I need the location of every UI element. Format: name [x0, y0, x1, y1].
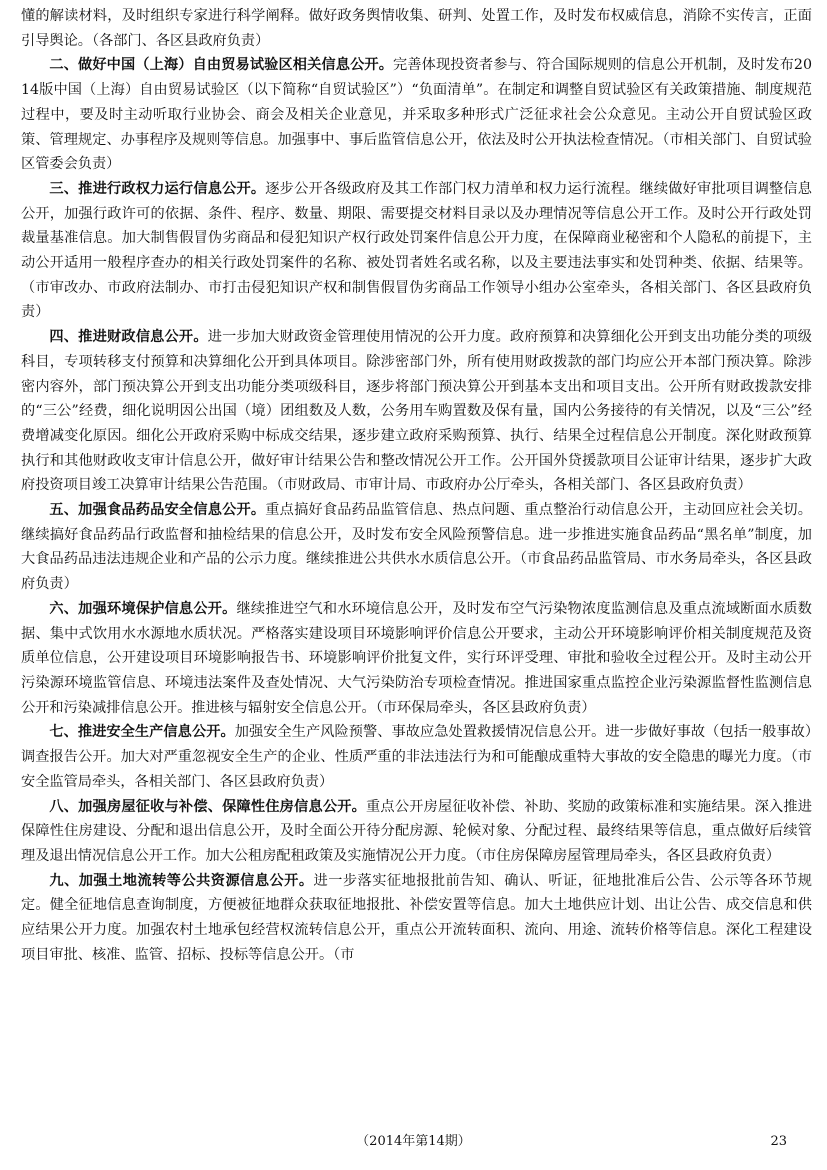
paragraph-section-3: [21, 177, 812, 325]
section-heading: 二、做好中国（上海）自由贸易试验区相关信息公开。: [49, 57, 394, 74]
paragraph-continued: [21, 4, 812, 53]
paragraph-text: 进一步落实征地报批前告知、确认、听证，征地批准后公告、公示等各环节规定。健全征地信息查询制度，方便被征地群众获取征地报批、补偿安置等信息。加大土地供应计划、出让公告、成交信息和供应结果公开力度。加强农村土地承包经营权流转信息公开，重点公开流转面积、流向、用途、流转价格等信息。深化工程建设项目审批、核准、监管、招标、投标等信息公开。（市: [21, 872, 812, 963]
section-heading: 八、加强房屋征收与补偿、保障性住房信息公开。: [49, 798, 367, 815]
paragraph-text: 加强安全生产风险预警、事故应急处置救援情况信息公开。进一步做好事故（包括一般事故）调查报告公开。加大对严重忽视安全生产的企业、性质严重的非法违法行为和可能酿成重特大事故的安全隐患的曝光力度。（市安全监管局牵头，各相关部门、各区县政府负责）: [21, 724, 812, 790]
section-heading: 五、加强食品药品安全信息公开。: [49, 502, 266, 519]
paragraph-section-7: [21, 720, 812, 794]
paragraph-section-6: [21, 597, 812, 721]
paragraph-text: 完善体现投资者参与、符合国际规则的信息公开机制，及时发布2014版中国（上海）自由贸易试验区（以下简称“自贸试验区”）“负面清单”。在制定和调整自贸试验区有关政策措施、制度规范过程中，要及时主动听取行业协会、商会及相关企业意见，并采取多种形式广泛征求社会公众意见。主动公开自贸试验区政策、管理规定、办事程序及规则等信息。加强事中、事后监管信息公开，依法及时公开执法检查情况。（市相关部门、自贸试验区管委会负责）: [21, 57, 812, 173]
paragraph-text: 重点公开房屋征收补偿、补助、奖励的政策标准和实施结果。深入推进保障性住房建设、分配和退出信息公开，及时全面公开待分配房源、轮候对象、分配过程、最终结果等信息，重点做好后续管理及退出情况信息公开工作。加大公租房配租政策及实施情况公开力度。（市住房保障房屋管理局牵头，各区县政府负责）: [21, 798, 812, 864]
paragraph-text: 进一步加大财政资金管理使用情况的公开力度。政府预算和决算细化公开到支出功能分类的项级科目，专项转移支付预算和决算细化公开到具体项目。除涉密部门外，所有使用财政拨款的部门均应公开本部门预决算。除涉密内容外，部门预决算公开到支出功能分类项级科目，逐步将部门预决算公开到基本支出和项目支出。公开所有财政拨款安排的“三公”经费，细化说明因公出国（境）团组数及人数，公务用车购置数及保有量，国内公务接待的有关情况，以及“三公”经费增减变化原因。细化公开政府采购中标成交结果，逐步建立政府采购预算、执行、结果全过程信息公开制度。深化财政预算执行和其他财政收支审计信息公开，做好审计结果公告和整改情况公开工作。公开国外贷援款项目公证审计结果，逐步扩大政府投资项目竣工决算审计结果公告范围。（市财政局、市审计局、市政府办公厅牵头，各相关部门、各区县政府负责）: [21, 329, 812, 494]
section-heading: 四、推进财政信息公开。: [49, 329, 208, 346]
document-body: [21, 4, 812, 967]
paragraph-section-4: [21, 325, 812, 498]
paragraph-text: 重点搞好食品药品监管信息、热点问题、重点整治行动信息公开，主动回应社会关切。继续搞好食品药品行政监督和抽检结果的信息公开，及时发布安全风险预警信息。进一步推进实施食品药品“黑名单”制度，加大食品药品违法违规企业和产品的公示力度。继续推进公共供水水质信息公开。（市食品药品监管局、市水务局牵头，各区县政府负责）: [21, 502, 812, 593]
issue-label: （2014年第14期）: [356, 1134, 471, 1149]
paragraph-section-5: [21, 498, 812, 597]
section-heading: 七、推进安全生产信息公开。: [49, 724, 235, 741]
section-heading: 六、加强环境保护信息公开。: [49, 600, 237, 617]
paragraph-section-8: [21, 795, 812, 869]
section-heading: 三、推进行政权力运行信息公开。: [49, 180, 266, 197]
page-number: 23: [770, 1134, 787, 1149]
page-footer: [0, 1131, 827, 1153]
paragraph-text: 逐步公开各级政府及其工作部门权力清单和权力运行流程。继续做好审批项目调整信息公开，加强行政许可的依据、条件、程序、数量、期限、需要提交材料目录以及办理情况等信息公开工作。及时公开行政处罚裁量基准信息。加大制售假冒伪劣商品和侵犯知识产权行政处罚案件信息公开力度，在保障商业秘密和个人隐私的前提下，主动公开适用一般程序查办的相关行政处罚案件的名称、被处罚者姓名或名称，以及主要违法事实和处罚种类、依据、结果等。（市审改办、市政府法制办、市打击侵犯知识产权和制售假冒伪劣商品工作领导小组办公室牵头，各相关部门、各区县政府负责）: [21, 180, 812, 321]
paragraph-section-2: [21, 53, 812, 177]
paragraph-text: 懂的解读材料，及时组织专家进行科学阐释。做好政务舆情收集、研判、处置工作，及时发布权威信息，消除不实传言，正面引导舆论。（各部门、各区县政府负责）: [21, 8, 812, 49]
paragraph-text: 继续推进空气和水环境信息公开，及时发布空气污染物浓度监测信息及重点流域断面水质数据、集中式饮用水水源地水质状况。严格落实建设项目环境影响评价信息公开要求，主动公开环境影响评价相关制度规范及资质单位信息，公开建设项目环境影响报告书、环境影响评价批复文件，实行环评受理、审批和验收全过程公开。及时主动公开污染源环境监管信息、环境违法案件及查处情况、大气污染防治专项检查情况。推进国家重点监控企业污染源监督性监测信息公开和污染减排信息公开。推进核与辐射安全信息公开。（市环保局牵头，各区县政府负责）: [21, 600, 812, 716]
section-heading: 九、加强土地流转等公共资源信息公开。: [49, 872, 314, 889]
paragraph-section-9: [21, 869, 812, 968]
